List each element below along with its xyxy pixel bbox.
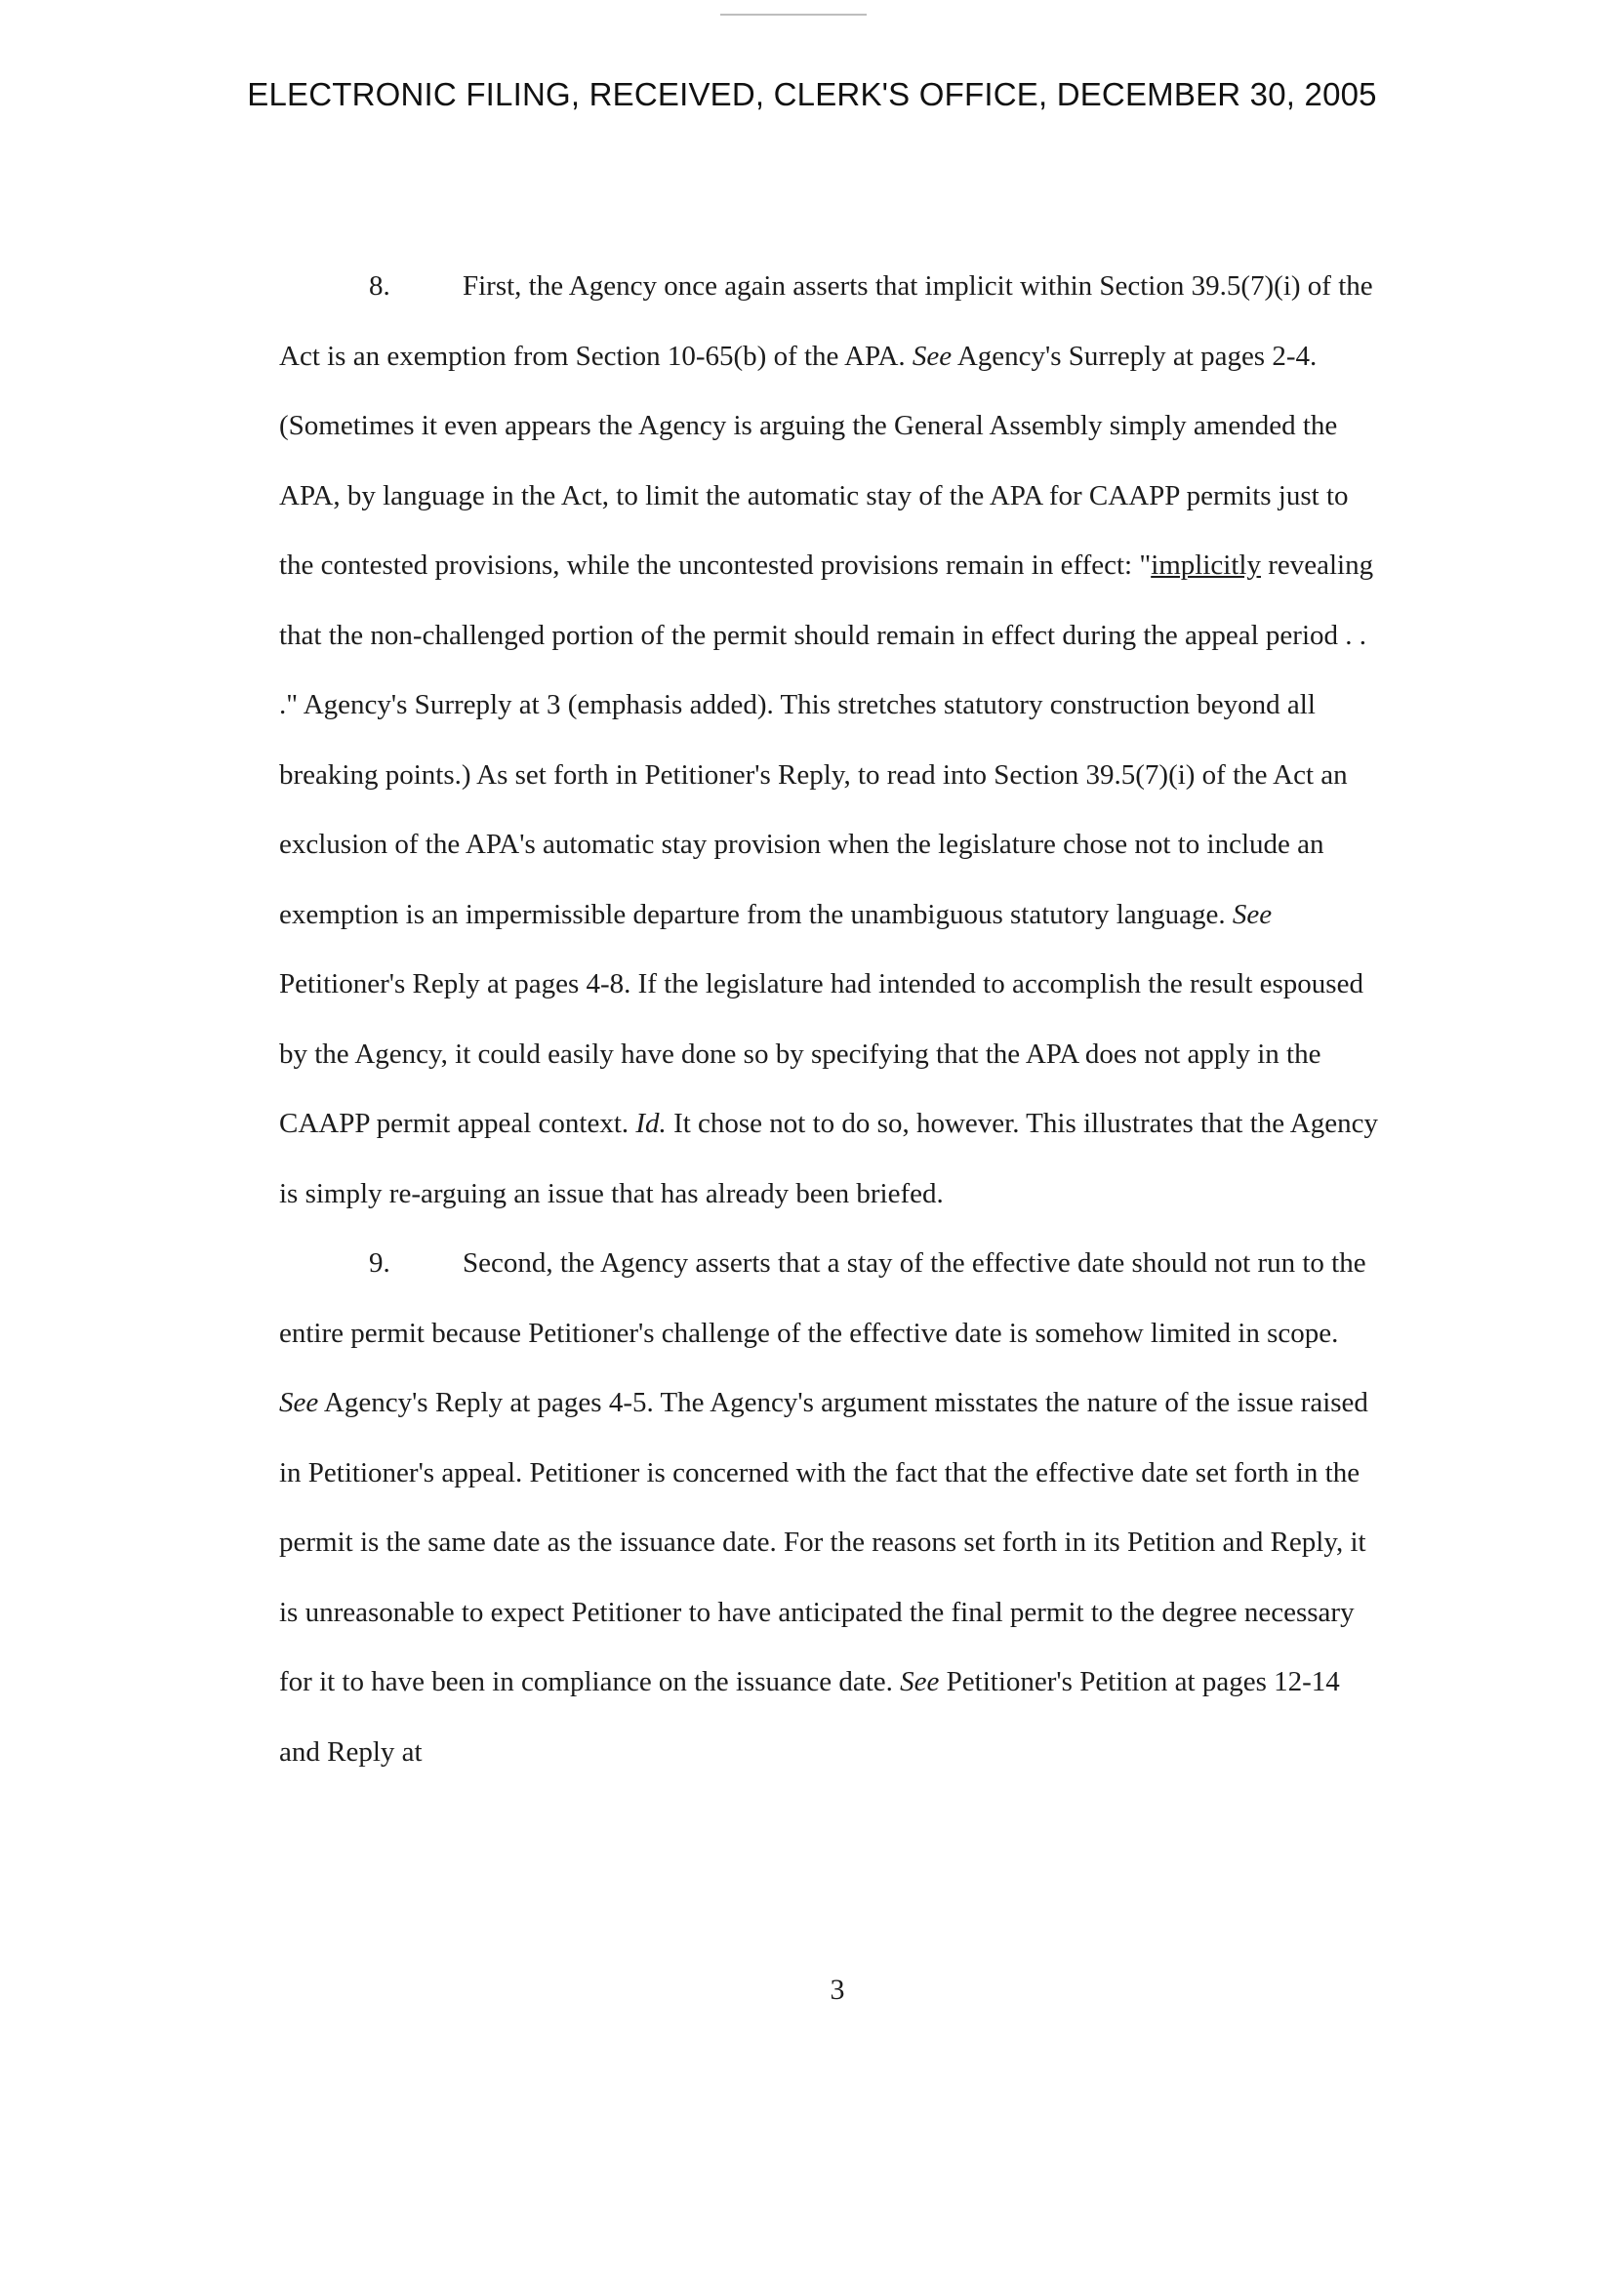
italic-text: See [1232,898,1273,930]
page-number: 3 [830,1974,845,2006]
text-run: Second, the Agency asserts that a stay of the effective date should not run to the entire permit because Petitioner's challenge of the effective date is somehow limited in scope. [279,1247,1366,1349]
paragraph-8 [279,252,1382,1229]
text-run: Agency's Reply at pages 4-5. The Agency's argument misstates the nature of the issue raised in Petitioner's appeal. Petitioner is concerned with the fact that the effective date set forth in the permit is the same date as the issuance date. For the reasons set forth in its Petition and Reply, it is unreasonable to expect Petitioner to have anticipated the final permit to the degree necessary for it to have been in compliance on the issuance date. [279,1387,1368,1697]
paragraph-content [279,270,1378,1209]
text-run: Petitioner's Reply at pages 4-8. If the legislature had intended to accomplish the result espoused by the Agency, it could easily have done so by specifying that the APA does not apply in the CAAPP permit appeal context. [279,968,1363,1139]
paragraph-number: 9. [369,1247,390,1279]
italic-text: Id. [635,1108,667,1139]
text-run: Agency's Surreply at pages 2-4. (Sometimes it even appears the Agency is arguing the General Assembly simply amended the APA, by language in the Act, to limit the automatic stay of the APA for CAAPP permits just to the contested provisions, while the uncontested provisions remain in effect: " [279,340,1349,581]
italic-text: See [279,1387,319,1418]
scan-artifact [720,14,867,16]
italic-text: See [900,1666,940,1697]
text-run: Petitioner's Petition at pages 12-14 and Reply at [279,1666,1340,1768]
paragraph-number: 8. [369,270,390,302]
underlined-text: implicitly [1151,550,1261,581]
text-run: First, the Agency once again asserts that implicit within Section 39.5(7)(i) of the Act is an exemption from Section 10-65(b) of the APA. [279,270,1373,372]
text-run: revealing that the non-challenged portion of the permit should remain in effect during the appeal period . . ." Agency's Surreply at 3 (emphasis added). This stretches statutory construction beyond all breaking points.) As set forth in Petitioner's Reply, to read into Section 39.5(7)(i) of the Act an exclusion of the APA's automatic stay provision when the legislature chose not to include an exemption is an impermissible departure from the unambiguous statutory language. [279,550,1374,930]
paragraph-9 [279,1229,1382,1787]
filing-header: ELECTRONIC FILING, RECEIVED, CLERK'S OFFICE, DECEMBER 30, 2005 [247,76,1377,112]
document-body [279,252,1382,1787]
paragraph-content [279,1247,1368,1768]
italic-text: See [912,340,953,372]
text-run: It chose not to do so, however. This illustrates that the Agency is simply re-arguing an issue that has already been briefed. [279,1108,1378,1209]
